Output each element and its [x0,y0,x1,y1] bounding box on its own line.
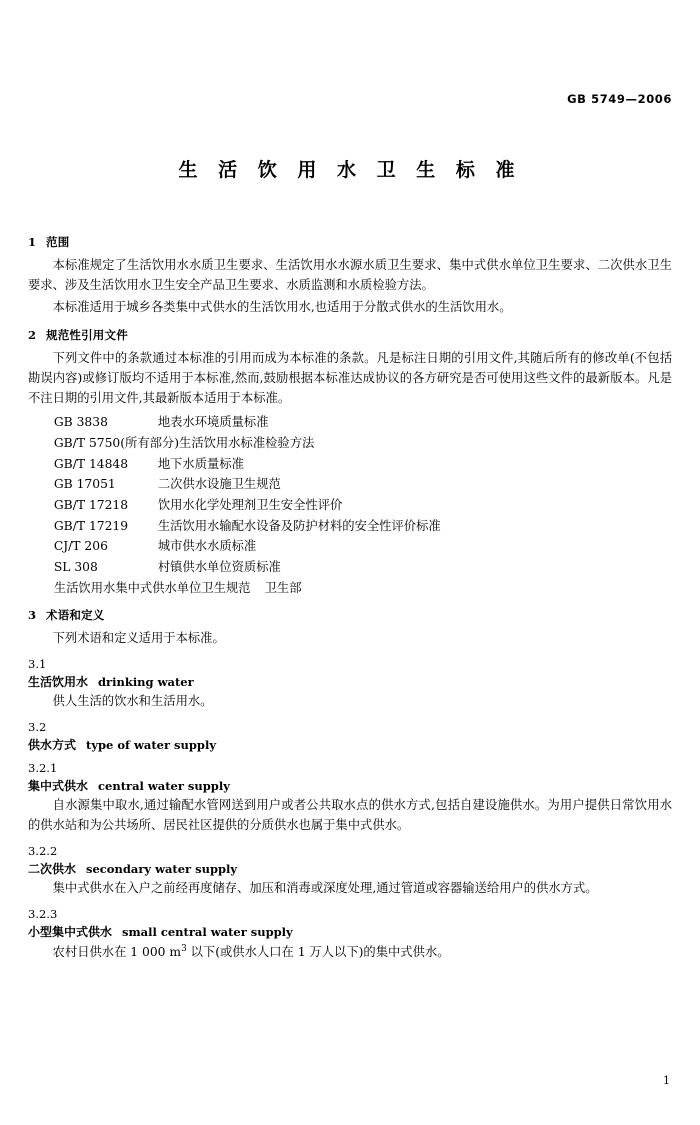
reference-code: GB/T 14848 [53,456,129,471]
section-normative-references [28,327,672,599]
reference-code: 生活饮用水集中式供水单位卫生规范 [53,580,251,595]
reference-code: GB 17051 [53,477,116,492]
reference-name: 卫生部 [264,580,302,595]
clause-number: 3.2.3 [28,906,58,921]
page-title: 生 活 饮 用 水 卫 生 标 准 [178,159,522,181]
paragraph: 本标准规定了生活饮用水水质卫生要求、生活饮用水水源水质卫生要求、集中式供水单位卫生要求、二次供水卫生要求、涉及生活饮用水卫生安全产品卫生要求、水质监测和水质检验方法。 [28,258,672,292]
list-item [28,412,672,433]
list-item [28,433,672,454]
reference-code: GB/T 17218 [53,498,129,513]
term-en: drinking water [98,675,194,690]
reference-code: GB 3838 [53,415,108,430]
term-entry [28,907,672,963]
term-entry [28,720,672,753]
section-terms-definitions [28,607,672,963]
reference-name: 地下水质量标准 [157,456,244,471]
reference-name: 城市供水水质标准 [157,539,257,554]
term-name [28,736,672,753]
list-item [28,454,672,475]
clause-number: 3.1 [28,657,47,672]
section-heading [28,234,672,250]
standard-code: GB 5749—2006 [567,92,672,106]
term-name [28,777,672,794]
section-scope [28,234,672,318]
section-heading [28,607,672,623]
term-name [28,923,672,940]
section-title: 规范性引用文件 [46,327,128,342]
clause-number: 3.2 [28,720,47,735]
term-zh: 生活饮用水 [28,675,89,690]
term-entry [28,657,672,712]
term-name [28,673,672,690]
clause-number: 3.2.2 [28,843,58,858]
list-item [28,557,672,578]
term-en: small central water supply [122,924,293,939]
reference-name: 二次供水设施卫生规范 [157,477,281,492]
term-definition: 供人生活的饮水和生活用水。 [52,694,213,709]
list-item [28,536,672,557]
reference-name: 生活饮用水输配水设备及防护材料的安全性评价标准 [157,518,441,533]
reference-code: CJ/T 206 [53,539,108,554]
list-item [28,578,672,599]
list-item [28,495,672,516]
reference-name: 饮用水化学处理剂卫生安全性评价 [157,498,343,513]
page-number: 1 [663,1074,670,1087]
reference-list [28,412,672,598]
reference-name: 地表水环境质量标准 [157,415,269,430]
reference-code: GB/T 17219 [53,518,129,533]
reference-name: 村镇供水单位资质标准 [157,560,281,575]
section-number: 2 [28,327,37,342]
term-zh: 小型集中式供水 [28,924,113,939]
paragraph: 本标准适用于城乡各类集中式供水的生活饮用水,也适用于分散式供水的生活饮用水。 [52,299,512,314]
term-zh: 二次供水 [28,861,77,876]
term-zh: 供水方式 [28,738,77,753]
term-en: secondary water supply [86,861,238,876]
term-en: central water supply [98,779,230,794]
term-definition: 自水源集中取水,通过输配水管网送到用户或者公共取水点的供水方式,包括自建设施供水。为用户提供日常饮用水的供水站和为公共场所、居民社区提供的分质供水也属于集中式供水。 [28,798,672,833]
reference-code: GB/T 5750(所有部分) [53,436,180,451]
list-item [28,516,672,537]
term-entry [28,761,672,836]
paragraph: 下列文件中的条款通过本标准的引用而成为本标准的条款。凡是标注日期的引用文件,其随后所有的修改单(不包括勘误内容)或修订版均不适用于本标准,然而,鼓励根据本标准达成协议的各方研究是否可使用这些文件的最新版本。凡是不注日期的引用文件,其最新版本适用于本标准。 [28,350,672,405]
list-item [28,474,672,495]
clause-number: 3.2.1 [28,761,58,776]
term-entry [28,844,672,899]
term-en: type of water supply [86,738,217,753]
section-number: 3 [28,608,37,623]
document-body [28,225,672,965]
reference-name: 生活饮用水标准检验方法 [179,436,315,451]
paragraph: 下列术语和定义适用于本标准。 [52,631,225,646]
section-heading [28,327,672,343]
reference-code: SL 308 [53,560,98,575]
section-title: 术语和定义 [46,608,105,623]
section-number: 1 [28,235,37,249]
term-definition: 农村日供水在 1 000 $m^3$ 以下(或供水人口在 1 万人以下)的集中式供水。 [52,943,450,959]
term-zh: 集中式供水 [28,779,89,794]
section-title: 范围 [46,235,70,249]
term-definition: 集中式供水在入户之前经再度储存、加压和消毒或深度处理,通过管道或容器输送给用户的供水方式。 [52,880,598,895]
term-name [28,860,672,877]
